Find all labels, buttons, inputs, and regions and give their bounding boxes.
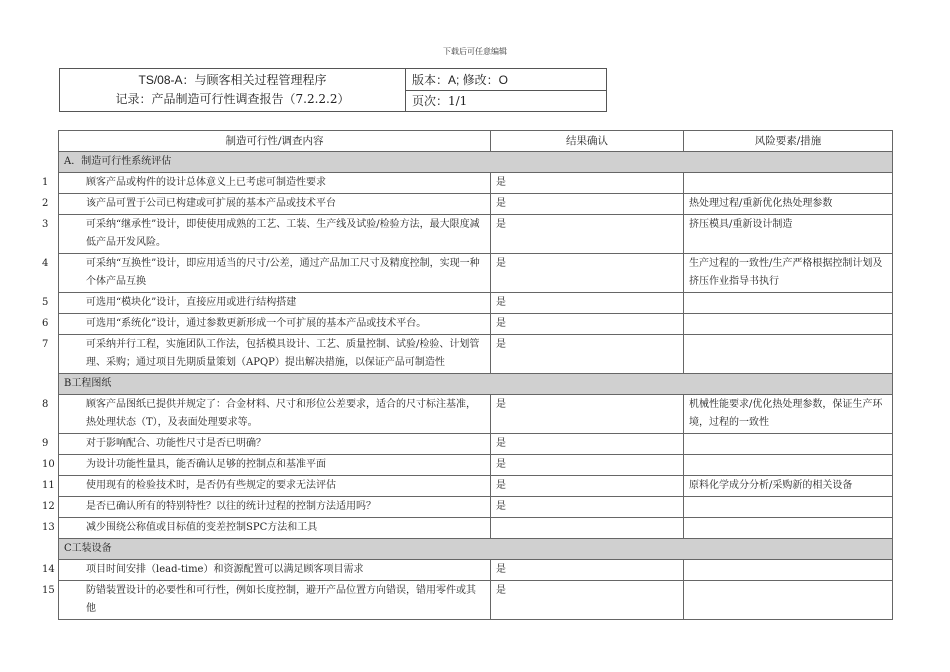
item-number: 5 xyxy=(42,297,49,308)
header-title-block xyxy=(60,69,406,111)
item-content: 减少围绕公称值或目标值的变差控制SPC方法和工具 xyxy=(86,522,318,533)
item-content: 为设计功能性量具，能否确认足够的控制点和基准平面 xyxy=(86,459,326,470)
table-row xyxy=(59,455,893,476)
item-content: 可采纳并行工程，实施团队工作法，包括模具设计、工艺、质量控制、试验/检验、计划管理、采购；通过项目先期质量策划（APQP）提出解决措施，以保证产品可制造性 xyxy=(86,339,480,368)
table-row xyxy=(59,194,893,215)
risk-cell xyxy=(684,434,893,455)
result-cell xyxy=(491,518,684,539)
risk-cell xyxy=(684,314,893,335)
item-number: 11 xyxy=(42,480,55,491)
item-number: 7 xyxy=(42,339,49,350)
result-cell: 是 xyxy=(491,215,684,254)
table-row xyxy=(59,560,893,581)
item-number: 3 xyxy=(42,219,49,230)
risk-cell xyxy=(684,455,893,476)
result-cell: 是 xyxy=(491,254,684,293)
table-row xyxy=(59,293,893,314)
item-content: 可选用“系统化”设计，通过参数更新形成一个可扩展的基本产品或技术平台。 xyxy=(86,318,427,329)
risk-cell xyxy=(684,173,893,194)
item-content: 该产品可置于公司已构建或可扩展的基本产品或技术平台 xyxy=(86,198,336,209)
result-cell: 是 xyxy=(491,314,684,335)
risk-cell: 热处理过程/重新优化热处理参数 xyxy=(684,194,893,215)
item-number: 13 xyxy=(42,522,55,533)
result-cell: 是 xyxy=(491,395,684,434)
item-number: 10 xyxy=(42,459,55,470)
item-cell xyxy=(42,497,491,518)
table-row xyxy=(59,581,893,620)
table-row xyxy=(59,335,893,374)
result-cell: 是 xyxy=(491,476,684,497)
item-number: 14 xyxy=(42,564,55,575)
record-title: 记录：产品制造可行性调查报告（7.2.2.2） xyxy=(115,92,350,106)
column-header-risk: 风险要素/措施 xyxy=(684,131,893,152)
result-cell: 是 xyxy=(491,335,684,374)
item-cell xyxy=(42,455,491,476)
item-cell xyxy=(42,293,491,314)
table-body xyxy=(42,152,893,620)
section-row xyxy=(59,374,893,395)
section-row xyxy=(59,152,893,173)
item-number: 12 xyxy=(42,501,55,512)
item-content: 是否已确认所有的特别特性？以往的统计过程的控制方法适用吗？ xyxy=(86,501,376,512)
result-cell: 是 xyxy=(491,497,684,518)
item-cell xyxy=(42,215,491,254)
item-number: 4 xyxy=(42,258,49,269)
table-row xyxy=(59,215,893,254)
risk-cell xyxy=(684,335,893,374)
item-cell xyxy=(42,434,491,455)
risk-cell xyxy=(684,518,893,539)
item-number: 1 xyxy=(42,177,49,188)
column-header-content: 制造可行性/调查内容 xyxy=(59,131,491,152)
item-cell xyxy=(42,173,491,194)
item-content: 顾客产品图纸已提供并规定了：合金材料、尺寸和形位公差要求，适合的尺寸标注基准，热处理状态（T），及表面处理要求等。 xyxy=(86,399,476,428)
risk-cell: 挤压模具/重新设计制造 xyxy=(684,215,893,254)
result-cell: 是 xyxy=(491,455,684,476)
section-title: C工装设备 xyxy=(59,539,893,560)
document-header xyxy=(59,68,607,112)
table-header-row xyxy=(59,131,893,152)
item-cell xyxy=(42,560,491,581)
result-cell: 是 xyxy=(491,173,684,194)
item-cell xyxy=(42,335,491,374)
page-field: 页次：1/1 xyxy=(412,94,468,109)
item-number: 8 xyxy=(42,399,49,410)
item-cell xyxy=(42,476,491,497)
top-note: 下载后可任意编辑 xyxy=(443,47,507,56)
item-number: 9 xyxy=(42,438,49,449)
item-content: 可采纳“继承性”设计，即使使用成熟的工艺、工装、生产线及试验/检验方法，最大限度减低产品开发风险。 xyxy=(86,219,480,248)
item-cell xyxy=(42,314,491,335)
risk-cell xyxy=(684,581,893,620)
feasibility-table xyxy=(42,130,893,620)
risk-cell xyxy=(684,560,893,581)
item-content: 项目时间安排（lead-time）和资源配置可以满足顾客项目需求 xyxy=(86,564,364,575)
item-content: 顾客产品或构件的设计总体意义上已考虑可制造性要求 xyxy=(86,177,326,188)
risk-cell: 机械性能要求/优化热处理参数，保证生产环境，过程的一致性 xyxy=(684,395,893,434)
result-cell: 是 xyxy=(491,293,684,314)
item-cell xyxy=(42,395,491,434)
table-row xyxy=(59,518,893,539)
item-content: 可采纳“互换性”设计，即应用适当的尺寸/公差，通过产品加工尺寸及精度控制，实现一种个体产品互换 xyxy=(86,258,480,287)
item-number: 6 xyxy=(42,318,49,329)
risk-cell: 原料化学成分分析/采购新的相关设备 xyxy=(684,476,893,497)
risk-cell: 生产过程的一致性/生产严格根据控制计划及挤压作业指导书执行 xyxy=(684,254,893,293)
table-row xyxy=(59,173,893,194)
version-field: 版本：A; 修改：O xyxy=(406,69,606,91)
item-cell xyxy=(42,581,491,620)
item-content: 使用现有的检验技术时，是否仍有些规定的要求无法评估 xyxy=(86,480,336,491)
result-cell: 是 xyxy=(491,434,684,455)
item-number: 2 xyxy=(42,198,49,209)
table-row xyxy=(59,434,893,455)
section-title: A．制造可行性系统评估 xyxy=(59,152,893,173)
table-row xyxy=(59,314,893,335)
result-cell: 是 xyxy=(491,194,684,215)
table-row xyxy=(59,254,893,293)
result-cell: 是 xyxy=(491,560,684,581)
result-cell: 是 xyxy=(491,581,684,620)
table-row xyxy=(59,497,893,518)
column-header-result: 结果确认 xyxy=(491,131,684,152)
procedure-title: TS/08-A：与顾客相关过程管理程序 xyxy=(138,73,327,87)
item-cell xyxy=(42,254,491,293)
item-content: 对于影响配合、功能性尺寸是否已明确？ xyxy=(86,438,266,449)
item-content: 防错装置设计的必要性和可行性，例如长度控制，避开产品位置方向错误，错用零件或其他 xyxy=(86,585,476,614)
table-row xyxy=(59,476,893,497)
risk-cell xyxy=(684,293,893,314)
table-row xyxy=(59,395,893,434)
item-number: 15 xyxy=(42,585,55,596)
header-meta-block xyxy=(406,69,606,111)
item-cell xyxy=(42,518,491,539)
item-content: 可选用“模块化”设计，直接应用或进行结构搭建 xyxy=(86,297,297,308)
section-title: B工程图纸 xyxy=(59,374,893,395)
item-cell xyxy=(42,194,491,215)
section-row xyxy=(59,539,893,560)
risk-cell xyxy=(684,497,893,518)
